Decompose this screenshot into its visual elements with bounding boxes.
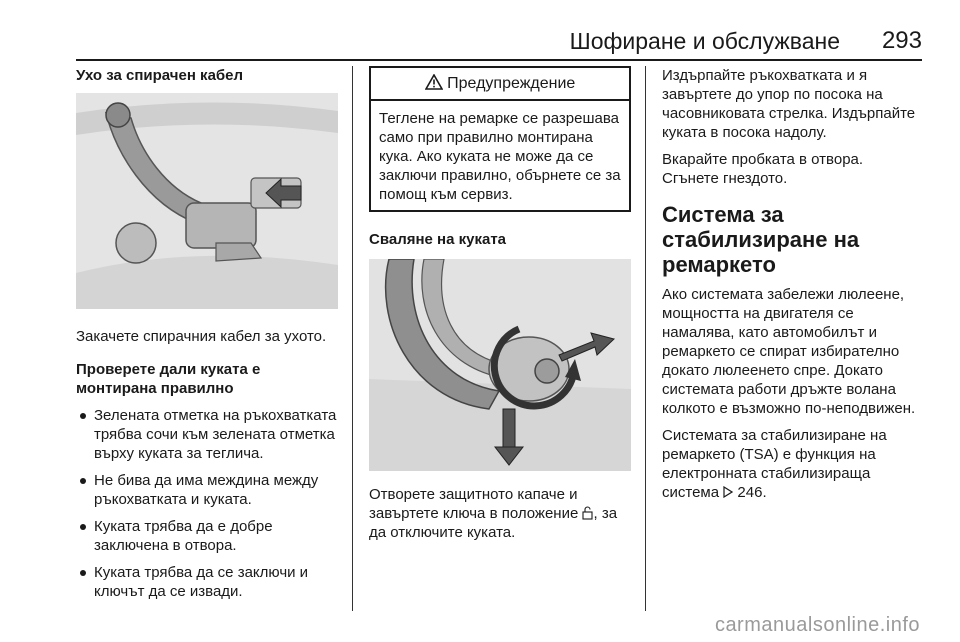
section-heading-check-hook: Проверете дали куката е монтирана правилно [76,361,261,397]
header-rule [76,59,922,61]
column-2 [369,66,631,550]
column-1 [76,66,338,609]
chapter-title: Шофиране и обслужване [569,28,840,54]
tsa-text-end: . [762,484,767,501]
caption-remove-hook [369,485,631,542]
paragraph-insert-plug: Вкарайте пробката в отвора. Сгънете гнездото. [662,151,864,187]
tsa-text: Системата за стабилизиране на ремаркето (TSA) е функция на електронната стабилизираща система [662,427,887,501]
warning-triangle-icon [425,74,443,90]
paragraph-pull-handle: Издърпайте ръкохватката и я завъртете до упор по посока на часовниковата стрелка. Издърпайте куката в посока надолу. [662,67,916,141]
list-item: Не бива да има междина между ръкохватката и куката. [76,471,338,509]
caption-brake-cable: Закачете спирачния кабел за ухото. [76,328,327,345]
caption-text-after: , за да отключите куката. [369,505,618,541]
warning-text: Теглене на ремарке се разрешава само при правилно монтирана кука. Ако куката не може да се заключи правилно, обърнете се за помощ към сервиз. [379,110,621,203]
figure-remove-hook [369,259,631,471]
list-item: Зелената отметка на ръкохватката трябва сочи към зелената отметка върху куката за теглича. [76,406,338,463]
list-item: Куката трябва да се заключи и ключът да се извади. [76,563,338,601]
unlocked-padlock-icon [582,506,593,520]
page-reference-arrow-icon [723,486,733,498]
section-heading-remove-hook: Сваляне на куката [369,231,507,248]
warning-header [371,68,629,101]
watermark: carmanualsonline.info [714,614,920,636]
column-divider-2 [645,66,646,611]
list-item: Куката трябва да е добре заключена в отвора. [76,517,338,555]
page-reference-link[interactable]: 246 [737,484,763,501]
page-number: 293 [881,27,922,54]
page-header [0,0,960,60]
warning-title: Предупреждение [447,75,576,92]
column-divider-1 [352,66,353,611]
section-title-trailer-stability: Система за стабилизиране на ремаркето [662,202,860,277]
figure-brake-cable-eye [76,93,338,309]
section-heading-brake-cable-eye: Ухо за спирачен кабел [76,67,244,84]
towbar-illustration [76,93,338,309]
paragraph-tsa-description: Ако системата забележи люлеене, мощността на двигателя се намалява, като автомобилът и ремаркето се спират избирателно докато люлеенето спре. Докато системата работи дръжте волана колкото е възможно по-неподвижен. [662,286,916,417]
warning-box [369,66,631,212]
column-3 [662,66,924,510]
hook-removal-illustration [369,259,631,471]
check-list [76,406,338,601]
caption-text-before: Отворете защитното капаче и завъртете ключа в положение [369,486,583,522]
paragraph-tsa-reference [662,426,924,502]
